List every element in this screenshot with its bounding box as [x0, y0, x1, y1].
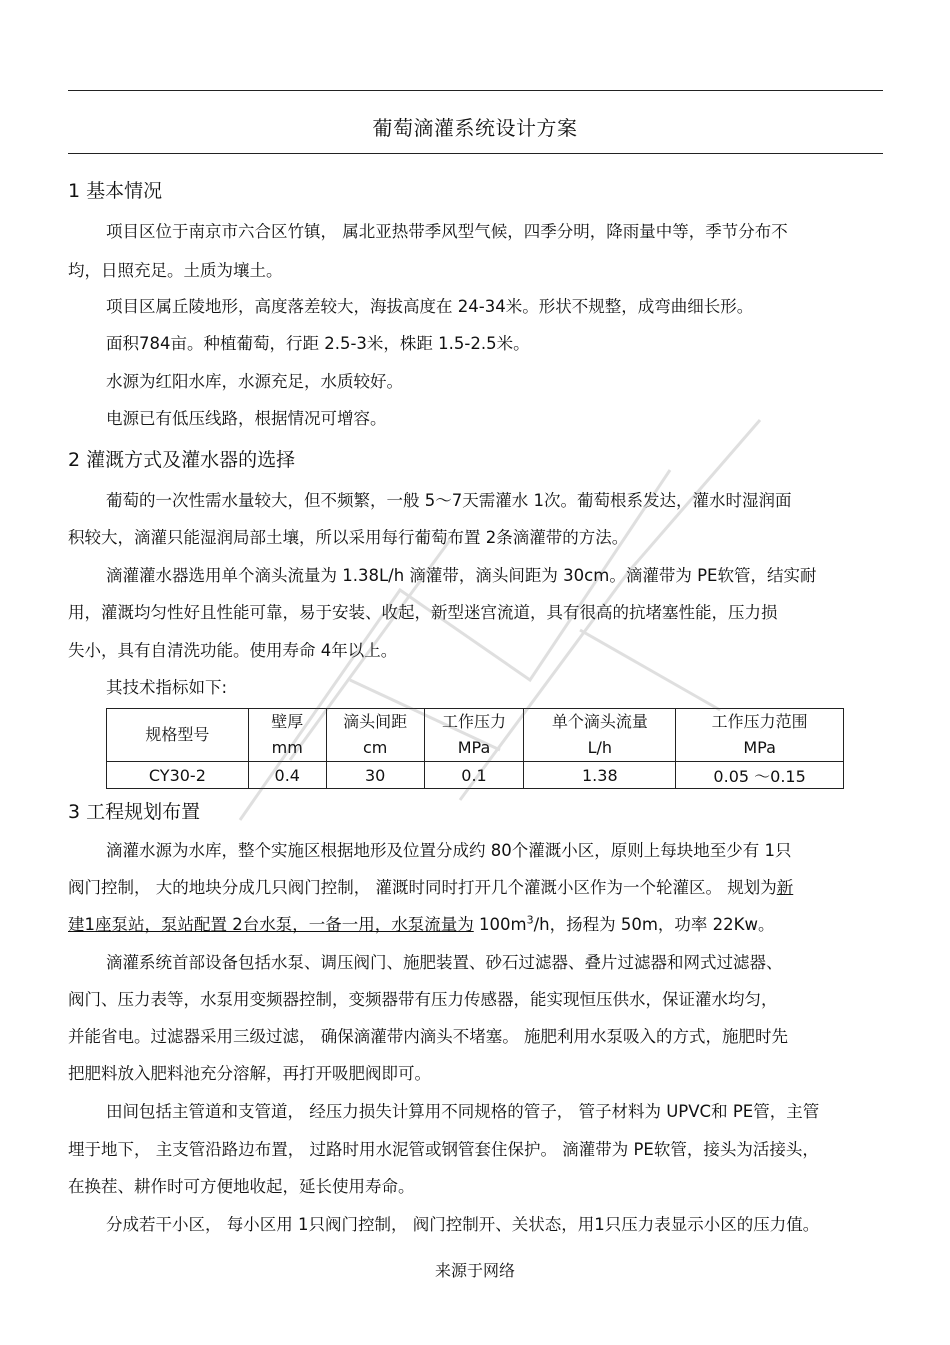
sec3-para1-line3-underlined: 建1座泵站，泵站配置 2台水泵，一备一用，水泵流量为: [68, 915, 474, 934]
cell-working-pressure: 0.1: [424, 762, 524, 789]
page-footer: 来源于网络: [434, 1261, 515, 1280]
sec3-para3-line1: 田间包括主管道和支管道， 经压力损失计算用不同规格的管子， 管子材料为 UPVC和 PE管，主管: [106, 1102, 820, 1121]
header-cell-pressure-range: 工作压力范围 MPa: [676, 709, 844, 762]
sec3-para3-line3: 在换茬、耕作时可方便地收起，延长使用寿命。: [68, 1177, 415, 1196]
sec3-flow-value: 100m: [473, 915, 527, 934]
section-2-heading: 2 灌溉方式及灌水器的选择: [68, 449, 296, 471]
section-1-heading: 1 基本情况: [68, 180, 163, 202]
title-rule: [68, 153, 883, 154]
sec1-para1-line1: 项目区位于南京市六合区竹镇， 属北亚热带季风型气候，四季分明，降雨量中等，季节分布不: [106, 222, 788, 241]
sec3-para2-line2: 阀门、压力表等，水泵用变频器控制，变频器带有压力传感器，能实现恒压供水，保证灌水均匀，: [68, 990, 778, 1009]
sec1-para4: 水源为红阳水库，水源充足，水质较好。: [106, 372, 403, 391]
sec3-para1-line3-tail: /h，扬程为 50m，功率 22Kw。: [533, 915, 775, 934]
cell-emitter-flow: 1.38: [524, 762, 676, 789]
sec3-flow-superscript: 3: [526, 913, 534, 927]
sec3-para2-line1: 滴灌系统首部设备包括水泵、调压阀门、施肥装置、砂石过滤器、叠片过滤器和网式过滤器、: [106, 953, 783, 972]
sec2-para1-line1: 葡萄的一次性需水量较大，但不频繁，一般 5～7天需灌水 1次。葡萄根系发达，灌水时湿润面: [106, 491, 792, 510]
cell-pressure-range: 0.05 ～0.15: [676, 762, 844, 789]
sec2-para3: 其技术指标如下:: [106, 678, 228, 697]
sec2-para2-line3: 失小，具有自清洗功能。使用寿命 4年以上。: [68, 641, 398, 660]
sec3-para3-line2: 埋于地下， 主支管沿路边布置， 过路时用水泥管或钢管套住保护。 滴灌带为 PE软管，接头为活接头，: [68, 1140, 819, 1159]
sec1-para3: 面积784亩。种植葡萄，行距 2.5-3米，株距 1.5-2.5米。: [106, 334, 530, 353]
sec3-para2-line4: 把肥料放入肥料池充分溶解，再打开吸肥阀即可。: [68, 1064, 431, 1083]
sec1-para5: 电源已有低压线路，根据情况可增容。: [106, 409, 387, 428]
section-3-heading: 3 工程规划布置: [68, 801, 201, 823]
sec2-para2-line2: 用，灌溉均匀性好且性能可靠，易于安装、收起，新型迷宫流道，具有很高的抗堵塞性能，压力损: [68, 603, 778, 622]
header-cell-wall-thickness: 壁厚 mm: [248, 709, 326, 762]
sec3-para1-line2: [68, 874, 793, 898]
header-cell-emitter-spacing: 滴头间距 cm: [326, 709, 424, 762]
sec3-para1-line2-underlined: 新: [776, 878, 794, 897]
sec3-para4: 分成若干小区， 每小区用 1只阀门控制， 阀门控制开、关状态，用1只压力表显示小区的压力值。: [106, 1215, 820, 1234]
header-cell-emitter-flow: 单个滴头流量 L/h: [524, 709, 676, 762]
header-cell-working-pressure: 工作压力 MPa: [424, 709, 524, 762]
top-rule: [68, 90, 883, 91]
spec-table-header-row: [107, 709, 844, 762]
page-title: 葡萄滴灌系统设计方案: [372, 116, 578, 140]
sec1-para2: 项目区属丘陵地形，高度落差较大，海拔高度在 24-34米。形状不规整，成弯曲细长形。: [106, 297, 754, 316]
cell-model: CY30-2: [107, 762, 249, 789]
sec3-para1-line2-text: 阀门控制， 大的地块分成几只阀门控制， 灌溉时同时打开几个灌溉小区作为一个轮灌区。 规划为: [68, 878, 777, 897]
sec1-para1-line2: 均，日照充足。土质为壤土。: [68, 261, 283, 280]
cell-emitter-spacing: 30: [326, 762, 424, 789]
header-cell-model: 规格型号: [107, 709, 249, 762]
table-row: [107, 762, 844, 789]
sec3-para1-line3: [68, 911, 774, 935]
spec-table: [106, 708, 844, 789]
sec2-para2-line1: 滴灌灌水器选用单个滴头流量为 1.38L/h 滴灌带，滴头间距为 30cm。滴灌带为 PE软管，结实耐: [106, 566, 817, 585]
sec2-para1-line2: 积较大，滴灌只能湿润局部土壤，所以采用每行葡萄布置 2条滴灌带的方法。: [68, 528, 629, 547]
sec3-para2-line3: 并能省电。过滤器采用三级过滤， 确保滴灌带内滴头不堵塞。 施肥利用水泵吸入的方式，施肥时先: [68, 1027, 788, 1046]
cell-wall-thickness: 0.4: [248, 762, 326, 789]
sec3-para1-line1: 滴灌水源为水库，整个实施区根据地形及位置分成约 80个灌溉小区，原则上每块地至少有 1只: [106, 841, 792, 860]
